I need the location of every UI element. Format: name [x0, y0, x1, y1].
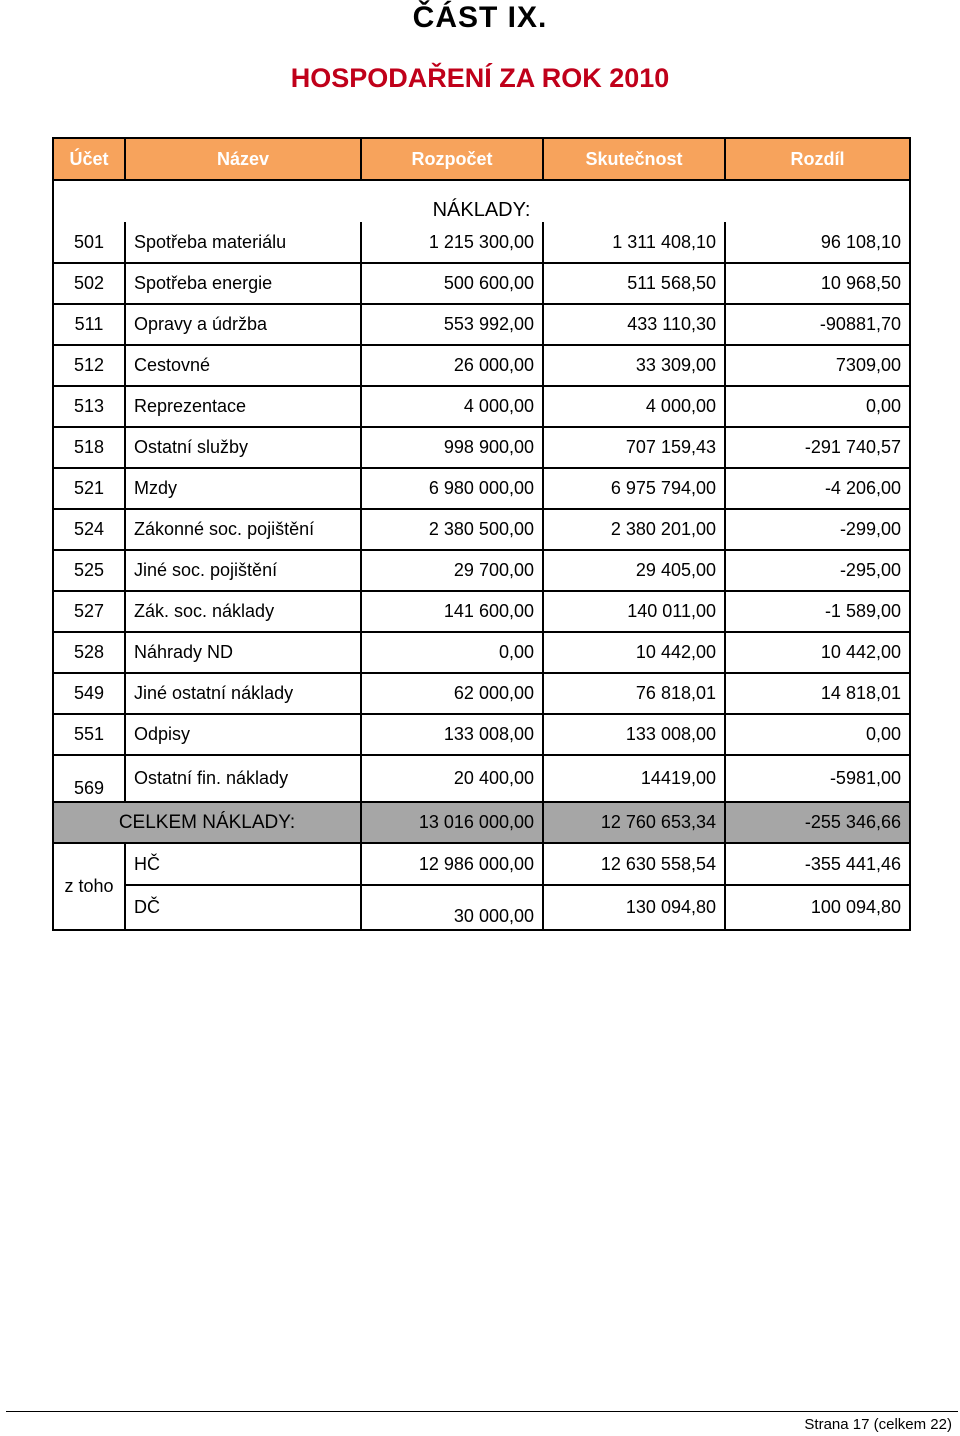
name-cell: Jiné soc. pojištění [125, 550, 361, 591]
actual-cell: 511 568,50 [543, 263, 725, 304]
actual-cell: 130 094,80 [543, 885, 725, 930]
account-cell: 527 [53, 591, 125, 632]
account-cell: 524 [53, 509, 125, 550]
difference-cell: 0,00 [725, 386, 910, 427]
actual-cell: 6 975 794,00 [543, 468, 725, 509]
budget-cell: 133 008,00 [361, 714, 543, 755]
budget-cell: 0,00 [361, 632, 543, 673]
difference-cell: -295,00 [725, 550, 910, 591]
budget-cell: 62 000,00 [361, 673, 543, 714]
actual-cell: 707 159,43 [543, 427, 725, 468]
page-number: Strana 17 (celkem 22) [804, 1416, 952, 1433]
budget-cell: 26 000,00 [361, 345, 543, 386]
table-row [53, 222, 910, 263]
total-row [53, 802, 910, 843]
budget-cell: 2 380 500,00 [361, 509, 543, 550]
actual-cell: 33 309,00 [543, 345, 725, 386]
difference-cell: 0,00 [725, 714, 910, 755]
account-cell: 511 [53, 304, 125, 345]
name-cell: Zákonné soc. pojištění [125, 509, 361, 550]
difference-cell: 100 094,80 [725, 885, 910, 930]
total-budget: 13 016 000,00 [361, 802, 543, 843]
actual-cell: 1 311 408,10 [543, 222, 725, 263]
name-cell: DČ [125, 885, 361, 930]
total-label: CELKEM NÁKLADY: [53, 802, 361, 843]
account-cell: 513 [53, 386, 125, 427]
difference-cell: -291 740,57 [725, 427, 910, 468]
table-row [53, 345, 910, 386]
account-cell: 512 [53, 345, 125, 386]
page-title: HOSPODAŘENÍ ZA ROK 2010 [290, 63, 670, 93]
budget-cell: 553 992,00 [361, 304, 543, 345]
column-header-difference: Rozdíl [725, 138, 910, 180]
table-row [53, 468, 910, 509]
name-cell: Cestovné [125, 345, 361, 386]
table-row [53, 304, 910, 345]
section-row [53, 180, 910, 222]
actual-cell: 10 442,00 [543, 632, 725, 673]
difference-cell: 14 818,01 [725, 673, 910, 714]
budget-cell: 998 900,00 [361, 427, 543, 468]
budget-cell: 12 986 000,00 [361, 843, 543, 885]
breakdown-row [53, 885, 910, 930]
table-row [53, 755, 910, 802]
actual-cell: 140 011,00 [543, 591, 725, 632]
name-cell: Spotřeba materiálu [125, 222, 361, 263]
actual-cell: 433 110,30 [543, 304, 725, 345]
column-header-account: Účet [53, 138, 125, 180]
difference-cell: -355 441,46 [725, 843, 910, 885]
actual-cell: 4 000,00 [543, 386, 725, 427]
name-cell: Zák. soc. náklady [125, 591, 361, 632]
total-difference: -255 346,66 [725, 802, 910, 843]
part-title: ČÁST IX. [412, 1, 548, 34]
table-row [53, 550, 910, 591]
table-row [53, 427, 910, 468]
name-cell: Mzdy [125, 468, 361, 509]
account-cell: 549 [53, 673, 125, 714]
name-cell: Spotřeba energie [125, 263, 361, 304]
total-actual: 12 760 653,34 [543, 802, 725, 843]
budget-cell: 1 215 300,00 [361, 222, 543, 263]
name-cell: Ostatní služby [125, 427, 361, 468]
breakdown-row [53, 843, 910, 885]
name-cell: Náhrady ND [125, 632, 361, 673]
name-cell: Opravy a údržba [125, 304, 361, 345]
name-cell: Reprezentace [125, 386, 361, 427]
difference-cell: -90881,70 [725, 304, 910, 345]
footer-divider [6, 1411, 958, 1412]
account-cell: 502 [53, 263, 125, 304]
name-cell: Jiné ostatní náklady [125, 673, 361, 714]
difference-cell: -4 206,00 [725, 468, 910, 509]
table-row [53, 714, 910, 755]
actual-cell: 29 405,00 [543, 550, 725, 591]
budget-cell: 29 700,00 [361, 550, 543, 591]
actual-cell: 133 008,00 [543, 714, 725, 755]
name-cell: Odpisy [125, 714, 361, 755]
difference-cell: -5981,00 [725, 755, 910, 802]
account-cell: 528 [53, 632, 125, 673]
column-header-budget: Rozpočet [361, 138, 543, 180]
account-cell: 518 [53, 427, 125, 468]
account-cell: 569 [53, 755, 125, 802]
budget-cell: 141 600,00 [361, 591, 543, 632]
breakdown-label: z toho [53, 843, 125, 930]
difference-cell: 10 442,00 [725, 632, 910, 673]
account-cell: 501 [53, 222, 125, 263]
budget-cell: 20 400,00 [361, 755, 543, 802]
table-row [53, 386, 910, 427]
section-label: NÁKLADY: [53, 180, 910, 222]
budget-cell: 500 600,00 [361, 263, 543, 304]
column-header-name: Název [125, 138, 361, 180]
table-row [53, 509, 910, 550]
column-header-actual: Skutečnost [543, 138, 725, 180]
budget-table [52, 137, 911, 931]
actual-cell: 14419,00 [543, 755, 725, 802]
table-header-row [53, 138, 910, 180]
account-cell: 551 [53, 714, 125, 755]
difference-cell: 96 108,10 [725, 222, 910, 263]
account-cell: 521 [53, 468, 125, 509]
difference-cell: -1 589,00 [725, 591, 910, 632]
table-row [53, 632, 910, 673]
budget-cell: 30 000,00 [361, 885, 543, 930]
budget-cell: 4 000,00 [361, 386, 543, 427]
actual-cell: 12 630 558,54 [543, 843, 725, 885]
account-cell: 525 [53, 550, 125, 591]
budget-cell: 6 980 000,00 [361, 468, 543, 509]
difference-cell: -299,00 [725, 509, 910, 550]
table-row [53, 673, 910, 714]
actual-cell: 76 818,01 [543, 673, 725, 714]
name-cell: HČ [125, 843, 361, 885]
table-row [53, 591, 910, 632]
difference-cell: 7309,00 [725, 345, 910, 386]
table-row [53, 263, 910, 304]
difference-cell: 10 968,50 [725, 263, 910, 304]
actual-cell: 2 380 201,00 [543, 509, 725, 550]
name-cell: Ostatní fin. náklady [125, 755, 361, 802]
